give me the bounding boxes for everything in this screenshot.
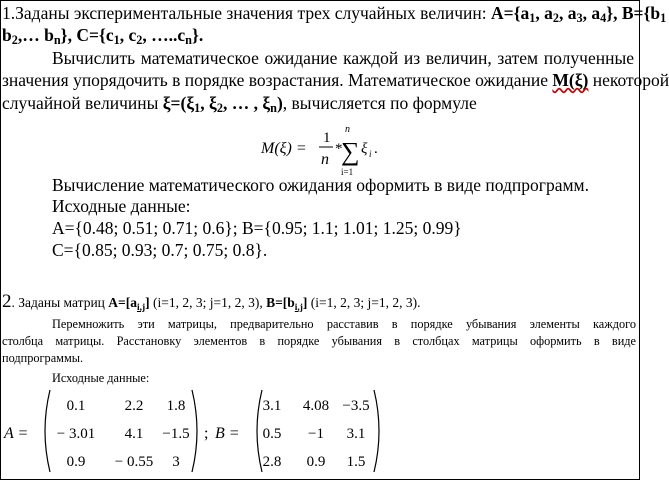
formula-end: . [374, 141, 378, 157]
task1-input-label: Исходные данные: [52, 196, 191, 216]
matrix-a-cell: − 0.55 [114, 454, 154, 470]
task1-line2: $b_2,\dots$ $b_n$}, $C=\{c_1$, $c_2$, $\dots..c_n$}. [2, 25, 204, 47]
task1-paragraph-line1: Вычислить математическое ожидание каждой из величин, затем полученные [52, 48, 634, 68]
formula-denominator: n [321, 151, 329, 168]
matrix-a-left-paren [45, 390, 50, 472]
task1-subroutine-instruction: Вычисление математического ожидания оформить в виде подпрограмм. [52, 175, 589, 195]
task2-paragraph-line1: Перемножить эти матрицы, предварительно расставив в порядке убывания элементы каждого [52, 317, 636, 331]
matrix-b-cell: 2.8 [262, 454, 282, 470]
set-a-definition: $A=\{a_1$, $a_2$, $a_3$, $a_4$}, $B=\{b_1$ [490, 3, 667, 25]
matrix-a-cell: 0.9 [66, 454, 86, 470]
random-variable-xi: $\xi=(\xi_1$, $\xi_2$, … , $\xi_n$) [162, 93, 283, 115]
expectation-formula [255, 120, 395, 182]
task1-intro-text: 1.Заданы экспериментальные значения трех случайных величин: [2, 3, 491, 23]
matrix-a-def: $A=[a_{i,j}]$ [108, 295, 150, 313]
formula-lhs: M(ξ) = [261, 140, 307, 157]
matrix-a-right-paren [192, 390, 197, 472]
task2-paragraph-line2: столбца матрицы. Расстановку элементов в порядке убывания в столбцах матрицы оформить в виде [2, 334, 636, 348]
sum-lower-limit: i=1 [341, 167, 354, 177]
matrix-a-cell: 3 [172, 454, 180, 470]
formula-term-index: i [369, 149, 372, 159]
matrix-b-cell: 3.1 [262, 398, 282, 414]
math-expectation-symbol: M(ξ) [552, 70, 589, 90]
formula-star: * [335, 141, 343, 157]
matrix-b-right-paren [374, 390, 379, 472]
matrix-a-cell: 2.2 [124, 398, 144, 414]
matrix-b-cell: 1.5 [346, 454, 366, 470]
matrix-b-def: $B=[b_{i,j}]$ [266, 295, 308, 313]
matrix-b-cell: 0.5 [262, 426, 282, 442]
task2-number: 2 [2, 291, 12, 312]
matrix-a-cell: −1.5 [162, 426, 190, 442]
matrix-a-label: A = [4, 425, 29, 442]
matrix-b-label: B = [215, 425, 240, 442]
task2-paragraph-line3: подпрограммы. [2, 351, 84, 365]
formula-term: ξ [361, 141, 368, 157]
matrix-a-cell: 0.1 [66, 398, 86, 414]
task2-input-label: Исходные данные: [52, 371, 150, 385]
matrix-b-cell: −3.5 [342, 398, 370, 414]
matrix-a-cell: − 3.01 [56, 426, 96, 442]
matrix-b-cell: 3.1 [346, 426, 366, 442]
matrix-b-cell: 0.9 [306, 454, 326, 470]
sum-icon: ∑ [341, 137, 360, 166]
matrix-a-cell: 4.1 [124, 426, 144, 442]
formula-numerator: 1 [323, 130, 331, 146]
task1-data-ab: A={0.48; 0.51; 0.71; 0.6}; B={0.95; 1.1; 1.01; 1.25; 0.99} [52, 218, 462, 238]
sum-upper-limit: n [345, 124, 350, 135]
task1-paragraph-line3: случайной величины $\xi=(\xi_1$, $\xi_2$, … , $\xi_n$), вычисляется по формуле [2, 93, 477, 115]
matrix-b-cell: −1 [308, 426, 324, 442]
matrix-b-left-paren [257, 390, 262, 472]
matrix-b-cell: 4.08 [302, 398, 330, 414]
task1-data-c: C={0.85; 0.93; 0.7; 0.75; 0.8}. [52, 240, 268, 260]
matrices-block [0, 386, 640, 478]
task1-line1 [2, 3, 667, 25]
task2-heading: 2. Заданы матриц $A=[a_{i,j}]$ (i=1, 2, 3; j=1, 2, 3), $B=[b_{i,j}]$ (i=1, 2, 3; j=1, 2, 3). [2, 291, 421, 313]
matrix-separator: ; [204, 425, 209, 442]
matrix-a-cell: 1.8 [166, 398, 186, 414]
task1-paragraph-line2: значения упорядочить в порядке возрастания. Математическое ожидание M(ξ) некоторой [2, 70, 669, 90]
